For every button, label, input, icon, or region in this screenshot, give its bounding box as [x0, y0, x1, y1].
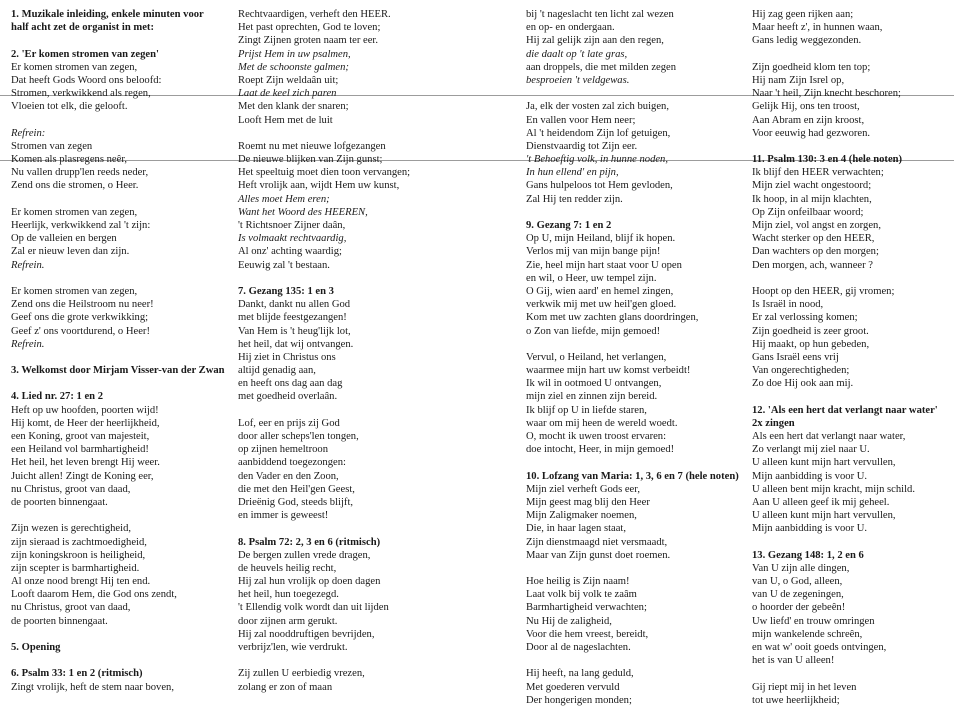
- section-heading: 13. Gezang 148: 1, 2 en 6: [752, 549, 864, 561]
- text-line: Heft vrolijk aan, wijdt Hem uw kunst,: [238, 180, 400, 192]
- text-line: Hij zag geen rijken aan;: [752, 9, 854, 20]
- text-line: Hij zal gelijk zijn aan den regen,: [526, 35, 664, 47]
- text-line: en wat w' ooit goeds ontvingen,: [752, 642, 887, 653]
- text-line: de poorten binnengaat.: [11, 615, 108, 627]
- text-line: Van Hem is 't heug'lijk lot,: [238, 325, 351, 337]
- text-line: Met de schoonste galmen;: [238, 61, 349, 73]
- text-line: den Vader en den Zoon,: [238, 470, 339, 482]
- text-line: nu Christus, groot van daad,: [11, 602, 131, 614]
- section-heading: 2. 'Er komen stromen van zegen': [11, 48, 159, 60]
- text-line: Lof, eer en prijs zij God: [238, 417, 340, 429]
- text-line: Die, in haar lagen staat,: [526, 523, 627, 535]
- text-line: Refrein.: [11, 338, 45, 350]
- line-spacer: [11, 509, 225, 522]
- text-line: Prijst Hem in uw psalmen,: [238, 48, 351, 60]
- section-heading: 11. Psalm 130: 3 en 4 (hele noten): [752, 154, 903, 166]
- text-line: Van ongerechtigheden;: [752, 365, 850, 377]
- text-line: Door al de nageslachten.: [526, 642, 631, 653]
- text-line: Nu vallen drupp'len reeds neder,: [11, 167, 149, 179]
- text-line: door zijnen arm gerukt.: [238, 615, 338, 627]
- line-spacer: [526, 456, 739, 469]
- text-line: In hun ellend' en pijn,: [526, 167, 619, 179]
- text-line: Refrein.: [11, 259, 45, 271]
- line-spacer: [11, 193, 225, 206]
- text-line: bij 't nageslacht ten licht zal wezen: [526, 9, 674, 20]
- text-line: Op de valleien en bergen: [11, 233, 117, 245]
- text-line: het is van U alleen!: [752, 655, 835, 667]
- text-line: Voor die hem vreest, bereidt,: [526, 628, 649, 640]
- text-line: Op U, mijn Heiland, blijf ik hopen.: [526, 233, 676, 245]
- line-spacer: [526, 206, 739, 219]
- text-line: Zijn wezen is gerechtigheid,: [11, 523, 132, 535]
- text-line: Hij nam Zijn Isrel op,: [752, 74, 845, 86]
- text-line: Voor eeuwig had gezworen.: [752, 127, 871, 139]
- text-line: Zo doe Hij ook aan mij.: [752, 378, 854, 390]
- section-heading: 2x zingen: [752, 417, 795, 429]
- text-line: Zend ons die stromen, o Heer.: [11, 180, 139, 192]
- text-line: de heuvels heilig recht,: [238, 562, 337, 574]
- text-line: Er komen stromen van zegen,: [11, 285, 138, 297]
- text-line: Laat volk bij volk te zaâm: [526, 589, 637, 601]
- text-line: Heft op uw hoofden, poorten wijd!: [11, 404, 159, 416]
- line-spacer: [752, 140, 938, 153]
- text-line: die met den Heil'gen Geest,: [238, 483, 355, 495]
- text-line: Ik hoop, in al mijn klachten,: [752, 193, 872, 205]
- text-line: een Koning, groot van majesteit,: [11, 431, 150, 442]
- text-line: 't Richtsnoer Zijner daân,: [238, 220, 346, 231]
- line-spacer: [238, 404, 410, 417]
- text-line: Van U zijn alle dingen,: [752, 562, 850, 574]
- text-line: verbrijz'len, wie verdrukt.: [238, 642, 348, 653]
- text-line: Het past oprechten, God te loven;: [238, 22, 381, 34]
- text-line: waar om mij heen de wereld woedt.: [526, 417, 678, 429]
- section-heading: 5. Opening: [11, 642, 61, 653]
- text-line: Hij heeft, na lang geduld,: [526, 668, 634, 680]
- text-line: Zal Hij ten redder zijn.: [526, 193, 623, 205]
- text-line: Komen als plasregens neêr,: [11, 154, 128, 166]
- line-spacer: [11, 377, 225, 390]
- text-line: Al onz' achting waardig;: [238, 246, 342, 258]
- line-spacer: [238, 272, 410, 285]
- section-heading: half acht zet de organist in met:: [11, 22, 154, 34]
- text-line: En vallen voor Hem neer;: [526, 114, 636, 126]
- text-line: Stromen, verkwikkend als regen,: [11, 88, 151, 100]
- text-line: U alleen kunt mijn hart vervullen,: [752, 510, 896, 522]
- line-spacer: [752, 667, 938, 680]
- line-spacer: [526, 562, 739, 575]
- text-line: Dan wachters op den morgen;: [752, 246, 879, 258]
- text-line: Eeuwig zal 't bestaan.: [238, 259, 330, 271]
- section-heading: 4. Lied nr. 27: 1 en 2: [11, 391, 104, 403]
- text-line: besproeien 't veldgewas.: [526, 74, 630, 86]
- text-line: Hij komt, de Heer der heerlijkheid,: [11, 417, 160, 429]
- text-line: o Zon van liefde, mijn gemoed!: [526, 325, 661, 337]
- text-line: het heil, hun toegezegd.: [238, 589, 339, 601]
- text-line: Hoopt op den HEER, gij vromen;: [752, 285, 895, 297]
- text-line: De nieuwe blijken van Zijn gunst;: [238, 154, 383, 166]
- text-line: Gij riept mij in het leven: [752, 681, 857, 693]
- text-line: Roemt nu met nieuwe lofgezangen: [238, 140, 386, 152]
- text-line: Dienstvaardig tot Zijn eer.: [526, 140, 638, 152]
- text-line: verkwik mij met uw heil'gen gloed.: [526, 299, 677, 311]
- text-line: met blijde feestgezangen!: [238, 312, 347, 324]
- text-line: Zal er nieuw leven dan zijn.: [11, 246, 130, 258]
- text-line: mijn wankelende schreên,: [752, 628, 863, 640]
- text-line: het heil, dat wij ontvangen.: [238, 338, 354, 350]
- line-spacer: [526, 654, 739, 667]
- text-line: Mijn ziel wacht ongestoord;: [752, 180, 872, 192]
- text-line: Gans ledig weggezonden.: [752, 35, 862, 47]
- text-line: die daalt op 't late gras,: [526, 48, 628, 60]
- text-line: Juicht allen! Zingt de Koning eer,: [11, 470, 154, 482]
- text-line: Vloeien tot elk, die gelooft.: [11, 101, 128, 113]
- text-line: en immer is geweest!: [238, 510, 329, 522]
- text-line: Aan U alleen geef ik mij geheel.: [752, 496, 890, 508]
- section-heading: 3. Welkomst door Mirjam Visser-van der Zwan: [11, 365, 225, 377]
- text-line: Er komen stromen van zegen,: [11, 61, 138, 73]
- text-line: Mijn aanbidding is voor U.: [752, 470, 868, 482]
- text-line: zijn scepter is barmhartigheid.: [11, 562, 140, 574]
- text-line: Al 't heidendom Zijn lof getuigen,: [526, 127, 671, 139]
- text-line: Den morgen, ach, wanneer ?: [752, 259, 873, 271]
- text-line: Op Zijn onfeilbaar woord;: [752, 206, 864, 218]
- text-line: Geef z' ons voortdurend, o Heer!: [11, 325, 150, 337]
- text-line: Zo verlangt mij ziel naar U.: [752, 444, 870, 456]
- text-line: aanbiddend toegezongen:: [238, 457, 346, 469]
- line-spacer: [752, 390, 938, 403]
- text-line: Hij zal hun vrolijk op doen dagen: [238, 576, 381, 588]
- text-line: doe intocht, Heer, in mijn gemoed!: [526, 444, 675, 456]
- text-line: Want het Woord des HEEREN,: [238, 206, 368, 218]
- text-line: Aan Abram en zijn kroost,: [752, 114, 865, 126]
- line-spacer: [238, 127, 410, 140]
- text-line: Het speeltuig moet dien toon vervangen;: [238, 167, 411, 179]
- text-line: Der hongerigen monden;: [526, 694, 632, 706]
- text-line: Zend ons die Heilstroom nu neer!: [11, 299, 154, 311]
- line-spacer: [752, 536, 938, 549]
- text-line: Mijn ziel, vol angst en zorgen,: [752, 220, 881, 231]
- text-line: Vervul, o Heiland, het verlangen,: [526, 351, 667, 363]
- section-heading: 1. Muzikale inleiding, enkele minuten voor: [11, 9, 204, 20]
- text-line: Er komen stromen van zegen,: [11, 206, 138, 218]
- section-heading: 10. Lofzang van Maria: 1, 3, 6 en 7 (hele noten): [526, 470, 739, 482]
- line-spacer: [752, 272, 938, 285]
- text-line: Zijn goedheid is zeer groot.: [752, 325, 869, 337]
- text-line: aan droppels, die met milden zegen: [526, 61, 677, 73]
- text-line: Drieënig God, steeds blijft,: [238, 496, 354, 508]
- text-line: Mijn Zaligmaker noemen,: [526, 510, 637, 522]
- text-line: Hij maakt, op hun gebeden,: [752, 338, 870, 350]
- text-line: Nu Hij de zaligheid,: [526, 615, 612, 627]
- text-line: Hoe heilig is Zijn naam!: [526, 576, 630, 588]
- text-line: en heeft ons dag aan dag: [238, 378, 343, 390]
- text-line: Hij zal nooddruftigen bevrijden,: [238, 628, 375, 640]
- text-line: op zijnen hemeltroon: [238, 444, 329, 456]
- text-line: Uw liefd' en trouw omringen: [752, 615, 875, 627]
- text-line: van U de zegeningen,: [752, 589, 844, 601]
- text-line: Zijn goedheid klom ten top;: [752, 61, 871, 73]
- text-line: Hij ziet in Christus ons: [238, 351, 336, 363]
- line-spacer: [11, 114, 225, 127]
- section-heading: 6. Psalm 33: 1 en 2 (ritmisch): [11, 668, 143, 680]
- text-line: Het heil, het leven brengt Hij weer.: [11, 457, 160, 469]
- line-spacer: [526, 87, 739, 100]
- text-line: zijn koningskroon is heiligheid,: [11, 549, 146, 561]
- text-line: Geef ons die grote verkwikking;: [11, 312, 149, 324]
- text-line: Kom met uw zachten glans doordringen,: [526, 312, 699, 324]
- text-line: Is volmaakt rechtvaardig,: [238, 233, 347, 245]
- text-line: Gans Israël eens vrij: [752, 351, 839, 363]
- text-line: en wil, o Heer, uw tempel zijn.: [526, 272, 657, 284]
- text-line: Looft Hem met de luit: [238, 114, 333, 126]
- text-line: Laat de keel zich paren: [238, 88, 337, 100]
- line-spacer: [11, 654, 225, 667]
- text-line: Refrein:: [11, 127, 46, 139]
- text-line: Al onze nood brengt Hij ten end.: [11, 576, 151, 588]
- text-line: Zij zullen U eerbiedig vrezen,: [238, 668, 365, 680]
- column-3: [526, 8, 739, 707]
- section-heading: 12. 'Als een hert dat verlangt naar water': [752, 404, 938, 416]
- text-line: Er zal verlossing komen;: [752, 312, 858, 324]
- text-line: Maar heeft z', in hunnen waan,: [752, 22, 883, 34]
- text-line: Alles moet Hem eren;: [238, 193, 330, 205]
- column-1: [11, 8, 225, 694]
- text-line: tot uwe heerlijkheid;: [752, 694, 840, 706]
- line-spacer: [11, 272, 225, 285]
- text-line: zijn sieraad is zachtmoedigheid,: [11, 536, 147, 548]
- text-line: Roept Zijn weldaân uit;: [238, 74, 339, 86]
- text-line: Met den klank der snaren;: [238, 101, 349, 113]
- text-line: Ik wil in ootmoed U ontvangen,: [526, 378, 662, 390]
- text-line: U alleen bent mijn kracht, mijn schild.: [752, 483, 915, 495]
- text-line: Zijn dienstmaagd niet versmaadt,: [526, 536, 668, 548]
- text-line: 't Behoeftig volk, in hunne noden,: [526, 154, 669, 166]
- text-line: Verlos mij van mijn bange pijn!: [526, 246, 661, 258]
- text-line: De bergen zullen vrede dragen,: [238, 549, 371, 561]
- column-2: [238, 8, 410, 694]
- text-line: Wacht sterker op den HEER,: [752, 233, 875, 245]
- text-line: door aller scheps'len tongen,: [238, 431, 359, 442]
- text-line: mijn ziel en zinnen zijn bereid.: [526, 391, 658, 403]
- text-line: nu Christus, groot van daad,: [11, 483, 131, 495]
- text-line: Looft daarom Hem, die God ons zendt,: [11, 589, 177, 601]
- line-spacer: [526, 338, 739, 351]
- text-line: O, mocht ik uwen troost ervaren:: [526, 431, 667, 442]
- text-line: 't Ellendig volk wordt dan uit lijden: [238, 602, 389, 614]
- line-spacer: [238, 522, 410, 535]
- text-line: Als een hert dat verlangt naar water,: [752, 431, 906, 442]
- line-spacer: [11, 628, 225, 641]
- text-line: Barmhartigheid verwachten;: [526, 602, 647, 614]
- text-line: Ik blijf op U in liefde staren,: [526, 404, 647, 416]
- line-spacer: [11, 351, 225, 364]
- section-heading: 9. Gezang 7: 1 en 2: [526, 220, 612, 231]
- text-line: U alleen kunt mijn hart vervullen,: [752, 457, 896, 469]
- text-line: en op- en ondergaan.: [526, 22, 615, 34]
- text-line: de poorten binnengaat.: [11, 496, 108, 508]
- line-spacer: [11, 34, 225, 47]
- text-line: Is Israël in nood,: [752, 299, 824, 311]
- text-line: Mijn geest mag blij den Heer: [526, 496, 650, 508]
- text-line: met goedheid overlaân.: [238, 391, 338, 403]
- text-line: Rechtvaardigen, verheft den HEER.: [238, 9, 391, 20]
- line-spacer: [238, 654, 410, 667]
- text-line: Dankt, dankt nu allen God: [238, 299, 351, 311]
- text-line: een Heiland vol barmhartigheid!: [11, 444, 149, 456]
- line-spacer: [752, 48, 938, 61]
- text-line: Maar van Zijn gunst doet roemen.: [526, 549, 671, 561]
- text-line: Heerlijk, verkwikkend zal 't zijn:: [11, 220, 151, 231]
- text-line: Ik blijf den HEER verwachten;: [752, 167, 884, 179]
- text-line: Zingt Zijnen groten naam ter eer.: [238, 35, 379, 47]
- text-line: Ja, elk der vosten zal zich buigen,: [526, 101, 669, 113]
- text-line: Mijn aanbidding is voor U.: [752, 523, 868, 535]
- text-line: altijd genadig aan,: [238, 365, 316, 377]
- text-line: van U, o God, alleen,: [752, 576, 843, 588]
- text-line: Stromen van zegen: [11, 140, 93, 152]
- text-line: Naar 't heil, Zijn knecht beschoren;: [752, 88, 901, 100]
- text-line: O Gij, wien aard' en hemel zingen,: [526, 285, 674, 297]
- text-line: Met goederen vervuld: [526, 681, 620, 693]
- text-line: waarmee mijn hart uw komst verbeidt!: [526, 365, 691, 377]
- section-heading: 7. Gezang 135: 1 en 3: [238, 285, 334, 297]
- text-line: Dat heeft Gods Woord ons beloofd:: [11, 74, 162, 86]
- text-line: Mijn ziel verheft Gods eer,: [526, 483, 641, 495]
- text-line: o hoorder der gebeên!: [752, 602, 846, 614]
- column-4: [752, 8, 938, 707]
- section-heading: 8. Psalm 72: 2, 3 en 6 (ritmisch): [238, 536, 381, 548]
- text-line: Gelijk Hij, ons ten troost,: [752, 101, 860, 113]
- text-line: Gans hulpeloos tot Hem gevloden,: [526, 180, 673, 192]
- text-line: Zie, heel mijn hart staat voor U open: [526, 259, 682, 271]
- text-line: Zingt vrolijk, heft de stem naar boven,: [11, 681, 174, 693]
- text-line: zolang er zon of maan: [238, 681, 333, 693]
